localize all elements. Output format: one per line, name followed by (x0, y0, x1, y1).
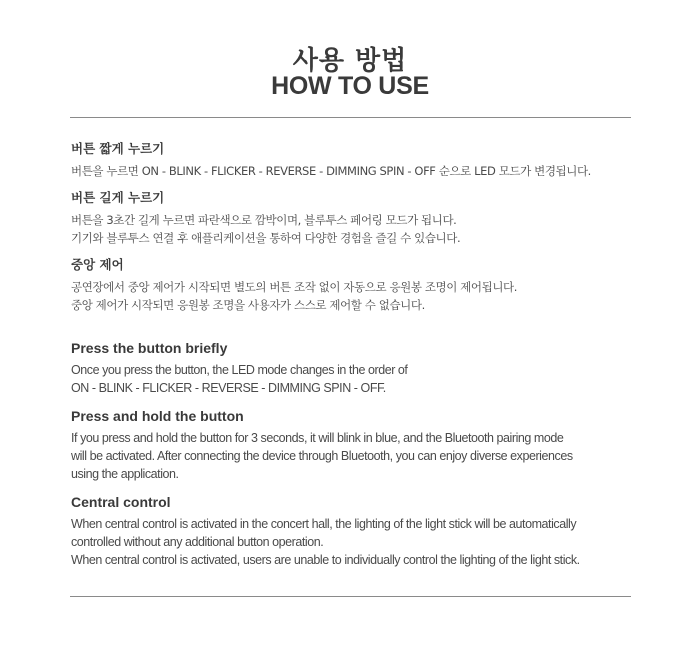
body-line: If you press and hold the button for 3 seconds, it will blink in blue, and the Bluetooth pairing mode (71, 431, 564, 445)
body-line: 기기와 블루투스 연결 후 애플리케이션을 통하여 다양한 경험을 즐길 수 있습니다. (71, 231, 461, 245)
section-body (71, 278, 631, 314)
section-body (71, 361, 631, 397)
section-body (71, 429, 631, 483)
body-line: 중앙 제어가 시작되면 응원봉 조명을 사용자가 스스로 제어할 수 없습니다. (71, 298, 425, 312)
body-line: 버튼을 누르면 ON - BLINK - FLICKER - REVERSE - DIMMING SPIN - OFF 순으로 LED 모드가 변경됩니다. (71, 164, 591, 178)
section-body (71, 211, 631, 247)
section-body (71, 162, 631, 180)
english-instructions (71, 339, 631, 569)
body-line: controlled without any additional button operation. (71, 535, 324, 549)
section-heading: 중앙 제어 (71, 257, 124, 272)
body-line: When central control is activated, users are unable to individually control the lighting of the light stick. (71, 553, 580, 567)
section-short-press-en (71, 339, 631, 397)
bottom-divider (70, 596, 631, 597)
body-line: using the application. (71, 467, 179, 481)
page-title-korean: 사용 방법 (292, 46, 408, 76)
body-line: When central control is activated in the concert hall, the lighting of the light stick will be automatically (71, 517, 577, 531)
section-heading: 버튼 길게 누르기 (71, 190, 165, 205)
korean-instructions (71, 140, 631, 314)
body-line: will be activated. After connecting the device through Bluetooth, you can enjoy diverse experiences (71, 449, 573, 463)
top-divider (70, 117, 631, 118)
section-heading: Press the button briefly (71, 340, 228, 356)
section-long-press-en (71, 407, 631, 483)
body-line: Once you press the button, the LED mode changes in the order of (71, 363, 408, 377)
section-short-press-ko (71, 140, 631, 180)
section-body (71, 515, 631, 569)
section-heading: Central control (71, 494, 171, 510)
section-central-control-ko (71, 256, 631, 314)
body-line: ON - BLINK - FLICKER - REVERSE - DIMMING SPIN - OFF. (71, 381, 386, 395)
body-line: 공연장에서 중앙 제어가 시작되면 별도의 버튼 조작 없이 자동으로 응원봉 조명이 제어됩니다. (71, 280, 518, 294)
section-long-press-ko (71, 189, 631, 247)
section-heading: 버튼 짧게 누르기 (71, 141, 165, 156)
section-central-control-en (71, 493, 631, 569)
section-heading: Press and hold the button (71, 408, 244, 424)
body-line: 버튼을 3초간 길게 누르면 파란색으로 깜박이며, 블루투스 페어링 모드가 됩니다. (71, 213, 457, 227)
page-title-english: HOW TO USE (271, 72, 429, 100)
